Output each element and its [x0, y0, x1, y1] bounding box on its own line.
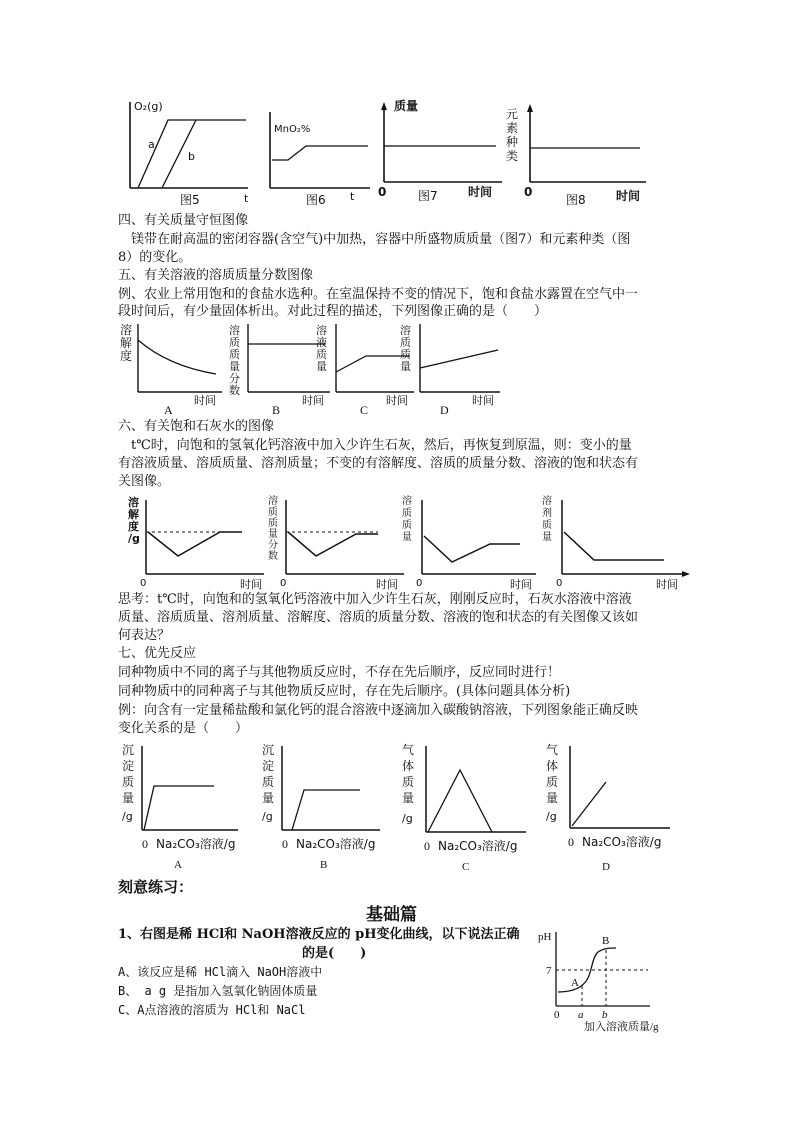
- s7d-origin: 0: [568, 835, 574, 849]
- s6c-xlabel: 时间: [510, 578, 532, 591]
- section6-chart-1: [126, 494, 266, 590]
- ph-chart: [536, 926, 686, 1036]
- s6d-ylabel-2: 质: [542, 520, 552, 531]
- ph-x-tick-a: a: [578, 1009, 584, 1021]
- section6-line-2: 有溶液质量、溶质质量、溶剂质量；不变的有溶解度、溶质的质量分数、溶液的饱和状态有: [118, 456, 639, 471]
- s7d-ylabel-0: 气: [546, 743, 559, 757]
- section6-chart-4: [538, 494, 692, 590]
- s5b-option: B: [272, 403, 281, 417]
- s7a-xlabel: Na₂CO₃溶液/g: [156, 837, 236, 851]
- fig5-label-b: b: [188, 150, 195, 163]
- s5a-option: A: [164, 403, 173, 417]
- s6b-ylabel-3: 量: [268, 529, 278, 540]
- s5b-ylabel-5: 数: [229, 384, 240, 397]
- s5c-option: C: [360, 403, 369, 417]
- s7c-ylabel-0: 气: [402, 743, 415, 757]
- s6a-ylabel-0: 溶: [128, 496, 139, 509]
- fig7-xlabel: 时间: [468, 185, 493, 199]
- section7-heading: 七、优先反应: [118, 646, 197, 661]
- fig8-ylabel-1: 素: [506, 121, 519, 135]
- s5d-ylabel-3: 量: [400, 360, 411, 373]
- s5c-ylabel-0: 溶: [316, 324, 327, 337]
- s6b-origin: 0: [280, 578, 287, 589]
- fig5-label-a: a: [148, 138, 155, 151]
- ph-y-tick: 7: [546, 965, 552, 977]
- s6c-curve: [424, 536, 520, 562]
- s5c-ylabel-2: 质: [316, 348, 327, 361]
- fig6-caption: 图6: [306, 193, 326, 207]
- s5a-curve: [138, 340, 216, 374]
- fig5-caption: 图5: [180, 193, 200, 207]
- s5b-xlabel: 时间: [302, 394, 324, 407]
- ph-x-tick-b: b: [602, 1009, 608, 1021]
- s5b-ylabel-3: 量: [229, 360, 240, 373]
- think-line-2: 质量、溶质质量、溶剂质量、溶解度、溶质的质量分数、溶液的饱和状态的有关图像又该如: [118, 610, 639, 625]
- s7d-xlabel: Na₂CO₃溶液/g: [582, 835, 662, 849]
- section4-heading: 四、有关质量守恒图像: [118, 213, 249, 228]
- s7c-xlabel: Na₂CO₃溶液/g: [438, 839, 518, 853]
- s7d-ylabel-1: 体: [546, 759, 559, 773]
- section6-chart-2: [266, 494, 406, 590]
- s5c-ylabel-3: 量: [316, 360, 327, 373]
- ph-point-a: A: [571, 977, 579, 989]
- fig6-ylabel: MnO₂%: [274, 124, 311, 135]
- s7d-curve: [572, 782, 606, 826]
- section4-line-1: 镁带在耐高温的密闭容器(含空气)中加热，容器中所盛物质质量（图7）和元素种类（图: [131, 232, 631, 247]
- section4-line-2: 8）的变化。: [118, 250, 192, 265]
- s7a-origin: 0: [142, 837, 148, 851]
- s7a-curve: [144, 786, 214, 830]
- s5d-xlabel: 时间: [472, 394, 494, 407]
- ph-origin: 0: [554, 1009, 560, 1021]
- s6a-ylabel-1: 解: [128, 508, 139, 521]
- fig7-ylabel: 质量: [394, 99, 419, 113]
- s7b-ylabel-0: 沉: [262, 743, 275, 757]
- s7b-xlabel: Na₂CO₃溶液/g: [296, 837, 376, 851]
- s5d-line: [420, 350, 498, 368]
- practice-heading: 刻意练习：: [118, 878, 194, 896]
- s7c-curve: [428, 770, 492, 832]
- fig8-caption: 图8: [566, 193, 586, 207]
- fig5-ylabel: O₂(g): [134, 100, 163, 113]
- s6c-ylabel-3: 量: [402, 532, 412, 543]
- s7d-ylabel-3: 量: [546, 791, 559, 805]
- s7b-ylabel-2: 质: [262, 775, 275, 789]
- s6a-ylabel-2: 度: [128, 520, 139, 533]
- fig5-xlabel: t: [244, 192, 249, 205]
- s5c-ylabel-1: 液: [316, 336, 327, 349]
- s5b-ylabel-4: 分: [229, 372, 240, 385]
- s6d-curve: [564, 532, 664, 560]
- s5b-ylabel-1: 质: [229, 336, 240, 349]
- s6d-ylabel-0: 溶: [542, 496, 552, 507]
- s7a-ylabel-1: 淀: [122, 759, 135, 773]
- section7-chart-c: [396, 740, 536, 874]
- s7c-origin: 0: [424, 839, 430, 853]
- fig6-curve: [272, 146, 368, 160]
- s6a-origin: 0: [140, 578, 147, 589]
- s5d-ylabel-0: 溶: [400, 324, 411, 337]
- section7-line-3: 例：向含有一定量稀盐酸和氯化钙的混合溶液中逐滴加入碳酸钠溶液，下列图象能正确反映: [118, 703, 639, 718]
- s6c-ylabel-2: 质: [402, 520, 412, 531]
- fig8-origin: 0: [524, 185, 533, 199]
- s7a-ylabel-3: 量: [122, 791, 135, 805]
- practice-subheading: 基础篇: [366, 905, 417, 925]
- q1-option-a: A、该反应是稀 HCl滴入 NaOH溶液中: [118, 965, 323, 979]
- s7a-ylabel-2: 质: [122, 775, 135, 789]
- s7c-ylabel-4: /g: [402, 812, 413, 825]
- s7a-option: A: [174, 859, 182, 871]
- s6a-ylabel-3: /g: [128, 532, 140, 545]
- section7-line-1: 同种物质中不同的离子与其他物质反应时，不存在先后顺序，反应同时进行！: [118, 665, 561, 680]
- s6c-origin: 0: [416, 578, 423, 589]
- fig8-ylabel-0: 元: [506, 107, 519, 121]
- s5a-ylabel-0: 溶: [120, 323, 133, 337]
- s6b-ylabel-0: 溶: [268, 496, 278, 507]
- s5b-ylabel-0: 溶: [229, 324, 240, 337]
- fig8-ylabel-2: 种: [506, 135, 519, 149]
- s5a-ylabel-2: 度: [120, 349, 133, 363]
- section7-chart-d: [540, 740, 680, 874]
- section5-chart-a: [116, 322, 226, 418]
- think-line-1: 思考：t℃时，向饱和的氢氧化钙溶液中加入少许生石灰，刚刚反应时，石灰水溶液中溶液: [118, 592, 632, 607]
- section7-line-2: 同种物质中的同种离子与其他物质反应时，存在先后顺序。(具体问题具体分析): [118, 684, 571, 699]
- s7a-ylabel-0: 沉: [122, 743, 135, 757]
- s6d-ylabel-1: 剂: [542, 508, 552, 519]
- s6b-ylabel-4: 分: [268, 540, 278, 551]
- s7a-ylabel-4: /g: [122, 810, 133, 823]
- q1-option-b: B、 a g 是指加入氢氧化钠固体质量: [118, 984, 318, 998]
- s6c-ylabel-1: 质: [402, 508, 412, 519]
- section6-chart-3: [398, 494, 538, 590]
- s7b-ylabel-1: 淀: [262, 759, 275, 773]
- fig7-caption: 图7: [418, 189, 438, 203]
- ph-ylabel: pH: [538, 931, 552, 943]
- q1-line-1: 1、右图是稀 HCl和 NaOH溶液反应的 pH变化曲线，以下说法正确: [118, 927, 520, 942]
- s5a-ylabel-1: 解: [120, 336, 133, 350]
- section5-heading: 五、有关溶液的溶质质量分数图像: [118, 268, 314, 283]
- section5-line-2: 段时间后，有少量固体析出。对此过程的描述，下列图像正确的是（ ）: [118, 304, 548, 319]
- s7b-option: B: [320, 859, 328, 871]
- section7-line-4: 变化关系的是（ ）: [118, 721, 249, 736]
- s6b-ylabel-2: 质: [268, 518, 278, 529]
- s6b-xlabel: 时间: [376, 578, 398, 591]
- section6-line-1: t℃时，向饱和的氢氧化钙溶液中加入少许生石灰，然后，再恢复到原温，则：变小的量: [131, 438, 632, 453]
- s7d-ylabel-4: /g: [546, 810, 557, 823]
- s7c-option: C: [462, 861, 470, 873]
- fig8-xlabel: 时间: [616, 189, 641, 203]
- s6d-xlabel: 时间: [656, 578, 678, 591]
- ph-xlabel: 加入溶液质量/g: [584, 1021, 659, 1033]
- s7b-ylabel-3: 量: [262, 791, 275, 805]
- s7d-option: D: [602, 861, 610, 873]
- s7b-origin: 0: [282, 837, 288, 851]
- section5-line-1: 例、农业上常用饱和的食盐水选种。在室温保持不变的情况下，饱和食盐水露置在空气中一: [118, 287, 639, 302]
- s6b-ylabel-1: 质: [268, 507, 278, 518]
- s5d-option: D: [440, 403, 449, 417]
- section7-chart-a: [116, 740, 256, 874]
- s5d-ylabel-1: 质: [400, 336, 411, 349]
- s5c-xlabel: 时间: [386, 394, 408, 407]
- fig6-xlabel: t: [350, 190, 355, 203]
- s6d-origin: 0: [556, 578, 563, 589]
- ph-point-b: B: [602, 935, 610, 947]
- q1-option-c: C、A点溶液的溶质为 HCl和 NaCl: [118, 1003, 306, 1017]
- s7d-ylabel-2: 质: [546, 775, 559, 789]
- section6-line-3: 关图像。: [118, 474, 171, 489]
- s6d-ylabel-3: 量: [542, 532, 552, 543]
- figure-5: [118, 96, 258, 208]
- section5-chart-d: [396, 322, 506, 418]
- s5d-ylabel-2: 质: [400, 348, 411, 361]
- section7-chart-b: [256, 740, 396, 874]
- think-line-3: 何表达？: [118, 628, 171, 643]
- s7c-ylabel-2: 质: [402, 775, 415, 789]
- q1-line-2: 的是( ): [302, 946, 367, 961]
- s7b-ylabel-4: /g: [262, 810, 273, 823]
- figure-6: [262, 108, 382, 208]
- s6c-ylabel-0: 溶: [402, 496, 412, 507]
- s6a-xlabel: 时间: [240, 578, 262, 591]
- s6b-curve: [288, 532, 378, 556]
- s6a-curve: [148, 532, 242, 556]
- s5a-xlabel: 时间: [194, 394, 216, 407]
- fig8-ylabel-3: 类: [506, 149, 519, 163]
- fig7-origin: 0: [378, 185, 387, 199]
- s5b-ylabel-2: 质: [229, 348, 240, 361]
- s7b-curve: [292, 790, 360, 830]
- s6b-ylabel-5: 数: [268, 551, 278, 562]
- section6-heading: 六、有关饱和石灰水的图像: [118, 419, 275, 434]
- figure-8: [504, 104, 654, 208]
- s7c-ylabel-3: 量: [402, 791, 415, 805]
- figure-7: [372, 96, 512, 208]
- s7c-ylabel-1: 体: [402, 759, 415, 773]
